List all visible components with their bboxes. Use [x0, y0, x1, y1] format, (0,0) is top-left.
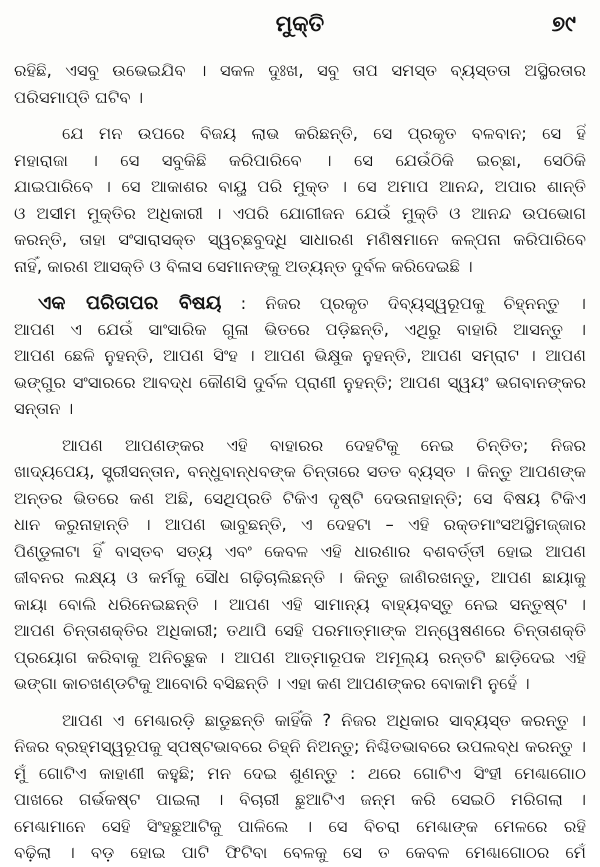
text-line: ଓ ଅସୀମ ମୁକ୍ତିର ଅଧିକାରୀ । ଏପରି ଯୋଗୀଜନ ଯେଉଁ ମୁକ୍ତି ଓ ଆନନ୍ଦ ଉପଭୋଗ [14, 203, 586, 223]
text-line: ଯେ ମନ ଉପରେ ବିଜୟ ଲାଭ କରିଛନ୍ତି, ସେ ପ୍ରକୃତ ବଳବାନ; ସେ ହିଁ [62, 124, 586, 143]
heading-separator: : [221, 294, 266, 313]
text-line: ପ୍ରୟୋଗ କରିବାକୁ ଅନିଚ୍ଛୁକ । ଆପଣ ଆତ୍ମାରୂପକ ଅମୂଲ୍ୟ ରନ୍ତଟି ଛାଡ଼ିଦେଇ ଏହି [14, 647, 586, 667]
text-line: ଆପଣ ଏ ମେଣ୍ଢାରଡ଼ି ଛାଡୁଛନ୍ତି କାହିଁକି ? ନିଜର ଅଧିକାର ସାବ୍ୟସ୍ତ କରନ୍ତୁ । [62, 710, 586, 730]
paragraph [14, 290, 586, 423]
body-text [14, 58, 586, 867]
text-line: ଜୀବନର ଲକ୍ଷ୍ୟ ଓ କର୍ମକୁ ସୌଧ ଗଢ଼ିଚାଲିଛନ୍ତି । କିନ୍ତୁ ଜାଣିରଖନ୍ତୁ, ଆପଣ ଛାୟାକୁ [14, 568, 586, 587]
paragraph [14, 121, 586, 280]
text-line: କରନ୍ତି, ତାହା ସଂସାରାସକ୍ତ ସ୍ୱଚ୍ଛବୁଦ୍ଧି ସାଧାରଣ ମଣିଷମାନେ କଳ୍ପନା କରିପାରିବେ [14, 230, 586, 249]
paragraph [14, 58, 586, 111]
paragraph [14, 433, 586, 698]
text-line: ଯାଇପାରିବେ । ସେ ଆକାଶର ବାୟୁ ପରି ମୁକ୍ତ । ସେ ଅମାପ ଆନନ୍ଦ, ଅପାର ଶାନ୍ତି [14, 177, 586, 196]
text-line: ମେଣ୍ଢାମାନେ ସେହି ସିଂହଛୁଆଟିକୁ ପାଳିଲେ । ସେ ବିଚରା ମେଣ୍ଢାଙ୍କ ମେଳରେ ରହି [14, 816, 586, 836]
paragraph [14, 708, 586, 867]
text-line: ଆପଣ ଛେଳି ନୁହନ୍ତି, ଆପଣ ସିଂହ । ଆପଣ ଭିକ୍ଷୁକ ନୁହନ୍ତି, ଆପଣ ସମ୍ରାଟ । ଆପଣ [14, 346, 586, 365]
text-line: ଭଙ୍ଗା କାଚଖଣ୍ଡଟିକୁ ଆବୋରି ବସିଛନ୍ତି । ଏହା କଣ ଆପଣଙ୍କର ବୋକାମି ନୁହେଁ । [14, 674, 530, 693]
section-heading: ଏକ ପରିତାପର ବିଷୟ [38, 292, 222, 314]
text-line: ପିଣ୍ଡୁଳାଟା ହିଁ ବାସ୍ତବ ସତ୍ୟ ଏବଂ କେବଳ ଏହି ଧାରଣାର ବଶବର୍ତ୍ତୀ ହୋଇ ଆପଣ [14, 541, 586, 561]
text-line: ମହାରାଜା । ସେ ସବୁକିଛି କରିପାରିବେ । ସେ ଯେଉଁଠିକି ଇଚ୍ଛା, ସେଠିକି [14, 150, 586, 170]
text-line: ଧାନ କରୁନାହାନ୍ତି । ଆପଣ ଭାବୁଛନ୍ତି, ଏ ଦେହଟା – ଏହି ରକ୍ତମାଂସଅସ୍ଥିମଜ୍ଜାର [14, 515, 586, 534]
running-title: ମୁକ୍ତି [275, 12, 325, 37]
text-line: ଭଙ୍ଗୁର ସଂସାରରେ ଆବଦ୍ଧ କୌଣସି ଦୁର୍ବଳ ପ୍ରାଣୀ ନୁହନ୍ତି; ଆପଣ ସ୍ୱୟଂ ଭଗବାନଙ୍କର [14, 372, 586, 392]
text-line: ମୁଁ ଗୋଟିଏ କାହାଣୀ କହୁଛି; ମନ ଦେଇ ଶୁଣନ୍ତୁ : ଥରେ ଗୋଟିଏ ସିଂହୀ ମେଣ୍ଢାଗୋଠ [14, 763, 586, 783]
text-line: ଆପଣ ଏ ଯେଉଁ ସାଂସାରିକ ଗୁଳା ଭିତରେ ପଡ଼ିଛନ୍ତି, ଏଥିରୁ ବାହାରି ଆସନ୍ତୁ । [14, 319, 586, 339]
text-line: ନାହିଁ, କାରଣ ଆସକ୍ତି ଓ ବିଳାସ ସେମାନଙ୍କୁ ଅତ୍ୟନ୍ତ ଦୁର୍ବଳ କରିଦେଇଛି । [14, 256, 473, 276]
page-number: ୭୯ [551, 12, 576, 37]
heading-line-text: ନିଜର ପ୍ରକୃତ ଦିବ୍ୟସ୍ୱରୂପକୁ ଚିହ୍ନନ୍ତୁ । [265, 294, 586, 313]
text-line: ଅନ୍ତର ଭିତରେ କଣ ଅଛି, ସେଥିପ୍ରତି ଟିକିଏ ଦୃଷ୍ଟି ଦେଉନାହାନ୍ତି; ସେ ବିଷୟ ଟିକିଏ [14, 488, 586, 508]
text-line: ପରିସମାପ୍ତି ଘଟିବ । [14, 87, 144, 107]
text-line: ରହିଛି, ଏସବୁ ଉଭେଇଯିବ । ସକଳ ଦୁଃଖ, ସବୁ ତାପ ସମସ୍ତ ବ୍ୟସ୍ତତା ଅସ୍ଥିରତାର [14, 61, 586, 80]
text-line: ନିଜର ବ୍ରହ୍ମସ୍ୱରୂପକୁ ସ୍ପଷ୍ଟଭାବରେ ଚିହ୍ନି ନିଅନ୍ତୁ; ନିଶ୍ଚିତଭାବରେ ଉପଲବ୍ଧ କରନ୍ତୁ । [14, 737, 586, 756]
text-line: ପାଖରେ ଗର୍ଭକଷ୍ଟ ପାଇଲା । ବିଚାରୀ ଛୁଆଟିଏ ଜନ୍ମ କରି ସେଇଠି ମରିଗଲା । [14, 790, 586, 809]
text-line: ସନ୍ତାନ । [14, 399, 74, 418]
text-line: ଆପଣ ଚିନ୍ତାଶକ୍ତିର ଅଧିକାରୀ; ତଥାପି ସେହି ପରମାତ୍ମାଙ୍କ ଅନ୍ୱେଷଣରେ ଚିନ୍ତାଶକ୍ତି [14, 621, 586, 640]
text-line: ଆପଣ ଆପଣଙ୍କର ଏହି ବାହାରର ଦେହଟିକୁ ନେଇ ଚିନ୍ତିତ; ନିଜର [62, 435, 586, 455]
page-header [14, 10, 586, 44]
text-line: ବଢ଼ିଲା । ବଡ଼ ହୋଇ ପାଟି ଫିଟିବା ବେଳକୁ ସେ ତ କେବଳ ମେଣ୍ଢାଗୋଠର ମେଁ [14, 843, 586, 862]
text-line: କାୟା ବୋଲି ଧରିନେଇଛନ୍ତି । ଆପଣ ଏହି ସାମାନ୍ୟ ବାହ୍ୟବସ୍ତୁ ନେଇ ସନ୍ତୁଷ୍ଟ । [14, 594, 586, 614]
heading-line [14, 290, 586, 317]
text-line: ଖାଦ୍ୟପେୟ, ସ୍ତ୍ରୀସନ୍ତାନ, ବନ୍ଧୁବାନ୍ଧବଙ୍କ ଚିନ୍ତାରେ ସତତ ବ୍ୟସ୍ତ । କିନ୍ତୁ ଆପଣଙ୍କ [14, 462, 586, 481]
